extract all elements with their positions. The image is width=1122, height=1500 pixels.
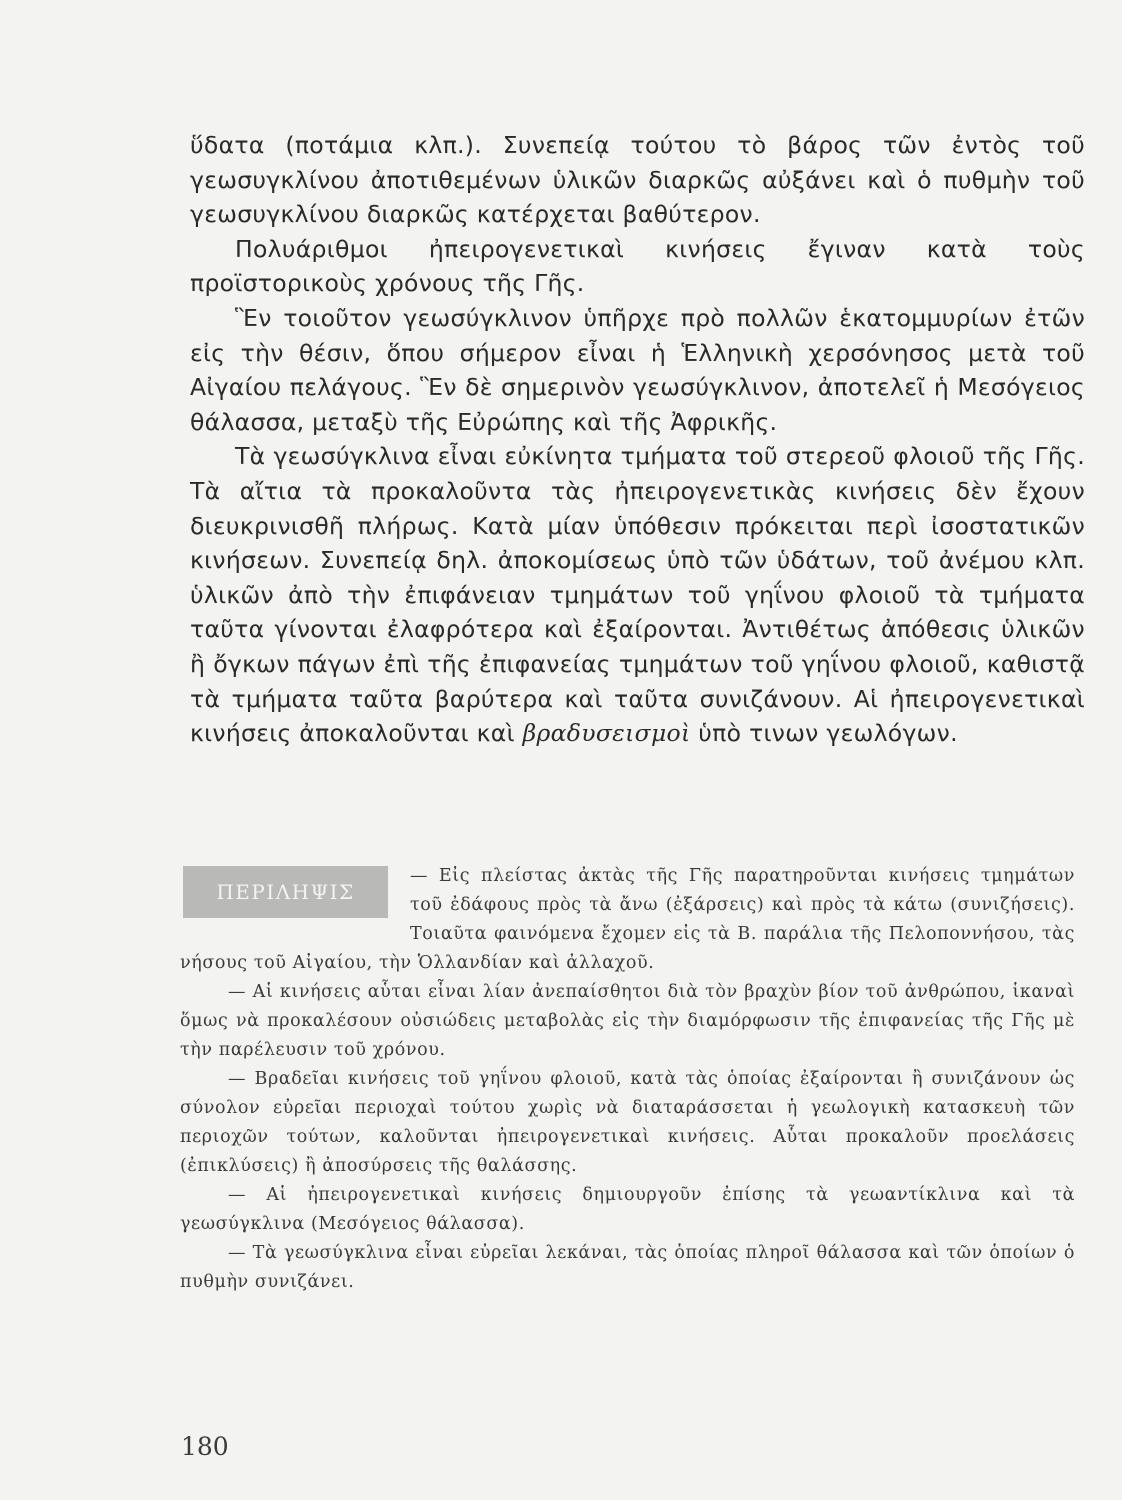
paragraph — [190, 439, 1085, 750]
main-text — [190, 128, 1085, 751]
paragraph: Πολυάριθμοι ἠπειρογενετικαὶ κινήσεις ἔγιναν κατὰ τοὺς προϊστορικοὺς χρόνους τῆς Γῆς. — [190, 234, 1085, 298]
summary-section — [180, 862, 1075, 1297]
summary-item: — Βραδεῖαι κινήσεις τοῦ γηΐνου φλοιοῦ, κατὰ τὰς ὁποίας ἐξαίρονται ἢ συνιζάνουν ὡς σύνολον εὐρεῖαι περιοχαὶ τούτου χωρὶς νὰ διαταράσσεται ἡ γεωλογικὴ κατασκευὴ τῶν περιοχῶν τούτων, καλοῦνται ἠπειρογενετικαὶ κινήσεις. Αὗται προκαλοῦν προελάσεις (ἐπικλύσεις) ἢ ἀποσύρσεις τῆς θαλάσσης. — [180, 1069, 1075, 1176]
page-number: 180 — [181, 1432, 229, 1461]
paragraph-text: Τὰ γεωσύγκλινα εἶναι εὐκίνητα τμήματα τοῦ στερεοῦ φλοιοῦ τῆς Γῆς. Τὰ αἴτια τὰ προκαλοῦντα τὰς ἠπειρογενετικὰς κινήσεις δὲν ἔχουν διευκρινισθῆ πλήρως. Κατὰ μίαν ὑπόθεσιν πρόκειται περὶ ἰσοστατικῶν κινήσεων. Συνεπείᾳ δηλ. ἀποκομίσεως ὑπὸ τῶν ὑδάτων, τοῦ ἀνέμου κλπ. ὑλικῶν ἀπὸ τὴν ἐπιφάνειαν τμημάτων τοῦ γηΐνου φλοιοῦ τὰ τμήματα ταῦτα γίνονται ἐλαφρότερα καὶ ἐξαίρονται. Ἀντιθέτως ἀπόθεσις ὑλικῶν ἢ ὄγκων πάγων ἐπὶ τῆς ἐπιφανείας τμημάτων τοῦ γηΐνου φλοιοῦ, καθιστᾷ τὰ τμήματα ταῦτα βαρύτερα καὶ ταῦτα συνιζάνουν. Αἱ ἠπειρογενετικαὶ κινήσεις ἀποκαλοῦνται καὶ — [190, 442, 1085, 748]
summary-label: ΠΕΡΙΛΗΨΙΣ — [183, 866, 388, 918]
summary-item: — Εἰς πλείστας ἀκτὰς τῆς Γῆς παρατηροῦνται κινήσεις τμημάτων τοῦ ἐδάφους πρὸς τὰ ἄνω (ἐξάρσεις) καὶ πρὸς τὰ κάτω (συνιζήσεις). Τοιαῦτα φαινόμενα ἔχομεν εἰς τὰ Β. παράλια τῆς Πελοποννήσου, τὰς νήσους τοῦ Αἰγαίου, τὴν Ὁλλανδίαν καὶ ἀλλαχοῦ. — [180, 866, 1075, 973]
summary-item: — Αἱ κινήσεις αὗται εἶναι λίαν ἀνεπαίσθητοι διὰ τὸν βραχὺν βίον τοῦ ἀνθρώπου, ἱκαναὶ ὅμως νὰ προκαλέσουν οὐσιώδεις μεταβολὰς εἰς τὴν διαμόρφωσιν τῆς ἐπιφανείας τῆς Γῆς μὲ τὴν παρέλευσιν τοῦ χρόνου. — [180, 982, 1075, 1060]
paragraph: Ἓν τοιοῦτον γεωσύγκλινον ὑπῆρχε πρὸ πολλῶν ἑκατομμυρίων ἐτῶν εἰς τὴν θέσιν, ὅπου σήμερον εἶναι ἡ Ἑλληνικὴ χερσόνησος μετὰ τοῦ Αἰγαίου πελάγους. Ἓν δὲ σημερινὸν γεωσύγκλινον, ἀποτελεῖ ἡ Μεσόγειος θάλασσα, μεταξὺ τῆς Εὐρώπης καὶ τῆς Ἀφρικῆς. — [190, 303, 1085, 436]
summary-item: — Τὰ γεωσύγκλινα εἶναι εὐρεῖαι λεκάναι, τὰς ὁποίας πληροῖ θάλασσα καὶ τῶν ὁποίων ὁ πυθμὴν συνιζάνει. — [180, 1243, 1075, 1292]
paragraph: ὕδατα (ποτάμια κλπ.). Συνεπείᾳ τούτου τὸ βάρος τῶν ἐντὸς τοῦ γεωσυγκλίνου ἀποτιθεμένων ὑλικῶν διαρκῶς αὐξάνει καὶ ὁ πυθμὴν τοῦ γεωσυγκλίνου διαρκῶς κατέρχεται βαθύτερον. — [190, 131, 1085, 229]
summary-item: — Αἱ ἠπειρογενετικαὶ κινήσεις δημιουργοῦν ἐπίσης τὰ γεωαντίκλινα καὶ τὰ γεωσύγκλινα (Μεσόγειος θάλασσα). — [180, 1185, 1075, 1234]
italic-term: βραδυσεισμοὶ — [522, 719, 691, 748]
paragraph-tail: ὑπὸ τινων γεωλόγων. — [698, 719, 958, 748]
